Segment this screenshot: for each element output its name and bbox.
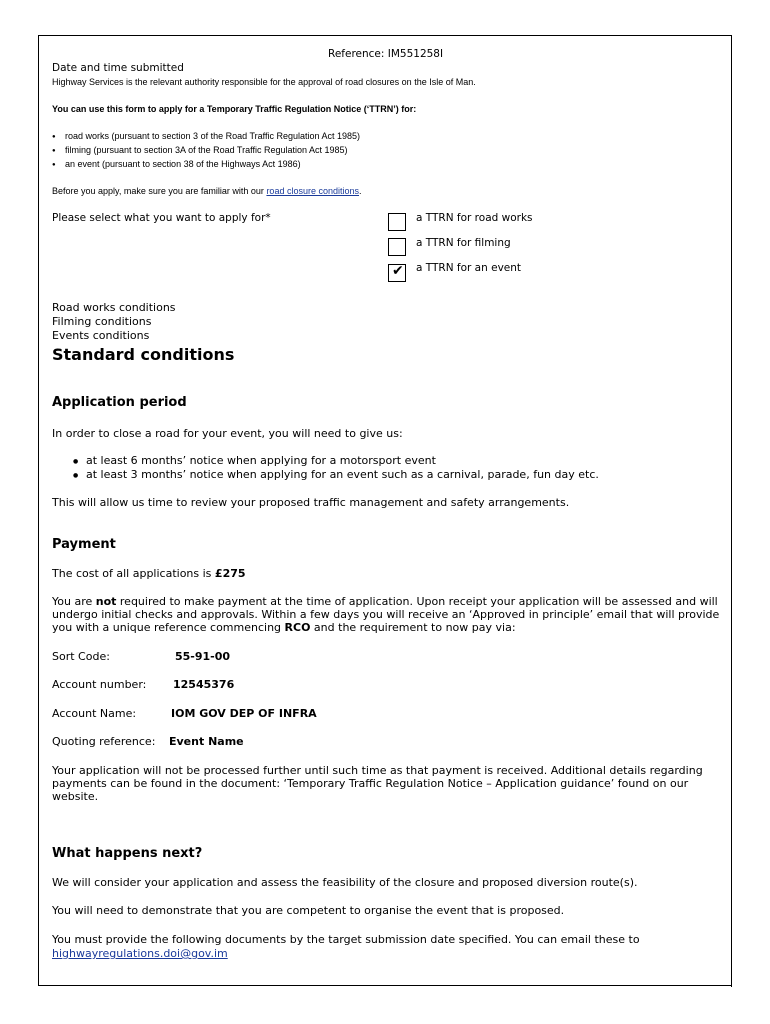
email-link[interactable]: highwayregulations.doi@gov.im: [52, 947, 228, 960]
sort-code-value: 55-91-00: [175, 650, 231, 663]
road-closure-conditions-link[interactable]: road closure conditions: [266, 186, 359, 196]
standard-conditions-title: Standard conditions: [52, 345, 235, 364]
payment-p1-bold: not: [95, 595, 117, 608]
payment-cost-value: £275: [214, 567, 246, 580]
checkmark-icon: ✔: [392, 263, 404, 279]
payment-processing-paragraph: Your application will not be processed further until such time as that payment is received. Additional details regarding payments can be found in the document: ‘Temporary Traffic Regulation Notice – Application guidance’ found on our website.: [52, 764, 703, 803]
next-paragraph-2: You will need to demonstrate that you are competent to organise the event that is proposed.: [52, 904, 565, 917]
payment-p1-a: You are: [52, 595, 96, 608]
filming-conditions-link[interactable]: Filming conditions: [52, 315, 152, 328]
list-item: ● at least 3 months’ notice when applying for an event such as a carnival, parade, fun day etc.: [86, 468, 599, 481]
payment-p1-c: and the requirement to now pay via:: [310, 621, 516, 634]
checkbox-road-works[interactable]: [388, 213, 406, 231]
application-period-heading: Application period: [52, 395, 187, 410]
document-page: [38, 35, 732, 986]
payment-heading: Payment: [52, 537, 116, 552]
before-apply-end: .: [359, 186, 362, 196]
list-item: ● road works (pursuant to section 3 of the Road Traffic Regulation Act 1985): [65, 131, 360, 141]
option-filming-label: a TTRN for filming: [416, 237, 511, 249]
account-number-value: 12545376: [173, 678, 235, 691]
page-corner-mark: [731, 975, 732, 987]
option-event-label: a TTRN for an event: [416, 262, 522, 274]
select-label: Please select what you want to apply for*: [52, 212, 271, 224]
list-item: ● filming (pursuant to section 3A of the Road Traffic Regulation Act 1985): [65, 145, 348, 155]
sort-code-label: Sort Code:: [52, 650, 110, 663]
payment-cost-prefix: The cost of all applications is: [52, 567, 215, 580]
payment-cost: [52, 567, 246, 580]
form-intro-lead: You can use this form to apply for a Temporary Traffic Regulation Notice (‘TTRN’) for:: [52, 104, 417, 114]
reference-number: Reference: IM551258I: [328, 48, 444, 60]
intro-text: Highway Services is the relevant authority responsible for the approval of road closures on the Isle of Man.: [52, 77, 476, 87]
road-works-conditions-link[interactable]: Road works conditions: [52, 301, 176, 314]
option-road-works-label: a TTRN for road works: [416, 212, 533, 224]
payment-p1-b: required to make payment at the time of application. Upon receipt your application will be assessed and will undergo initial checks and approvals. Within a few days you will receive an ‘Approved in principle’ email that will provide you with a unique reference commencing: [52, 595, 720, 634]
list-item: ● at least 6 months’ notice when applying for a motorsport event: [86, 454, 436, 467]
account-name-label: Account Name:: [52, 707, 137, 720]
before-apply-text: [52, 186, 362, 196]
application-period-closing: This will allow us time to review your proposed traffic management and safety arrangements.: [52, 496, 570, 509]
next-paragraph-1: We will consider your application and assess the feasibility of the closure and proposed diversion route(s).: [52, 876, 638, 889]
payment-p1-bold2: RCO: [284, 621, 311, 634]
account-name-value: IOM GOV DEP OF INFRA: [171, 707, 317, 720]
events-conditions-link[interactable]: Events conditions: [52, 329, 150, 342]
checkbox-event[interactable]: [388, 264, 406, 282]
payment-paragraph: [52, 595, 730, 634]
checkbox-filming[interactable]: [388, 238, 406, 256]
account-number-label: Account number:: [52, 678, 147, 691]
next-paragraph-3: You must provide the following documents by the target submission date specified. You can email these to: [52, 933, 640, 946]
quoting-reference-label: Quoting reference:: [52, 735, 156, 748]
before-apply-prefix: Before you apply, make sure you are familiar with our: [52, 186, 267, 196]
application-period-lead: In order to close a road for your event, you will need to give us:: [52, 427, 403, 440]
list-item: ● an event (pursuant to section 38 of the Highways Act 1986): [65, 159, 301, 169]
quoting-reference-value: Event Name: [169, 735, 244, 748]
date-submitted-label: Date and time submitted: [52, 62, 184, 74]
what-happens-next-heading: What happens next?: [52, 846, 203, 861]
